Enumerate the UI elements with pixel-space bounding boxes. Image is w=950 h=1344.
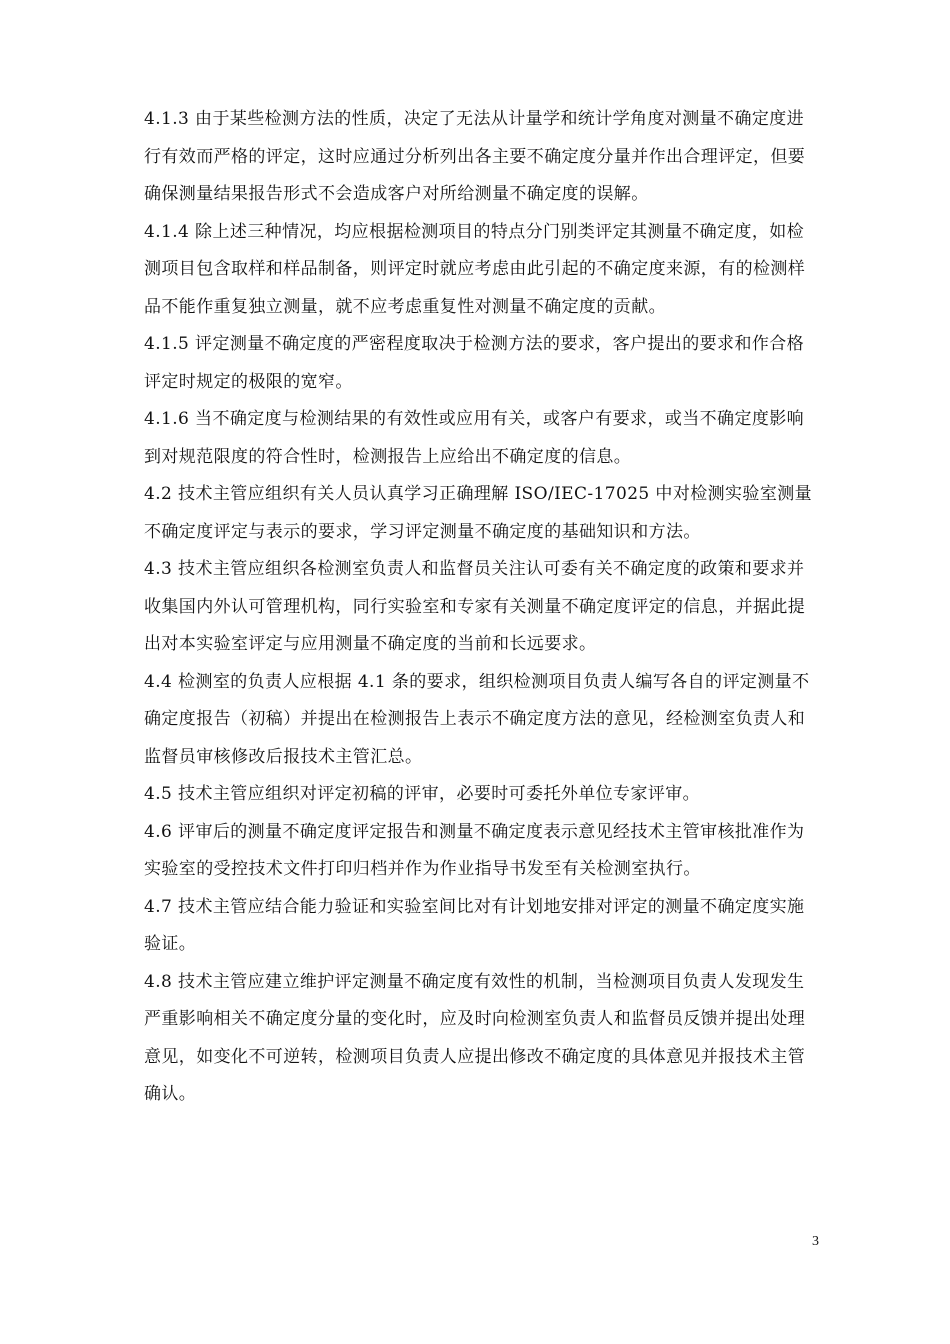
paragraph-4-3: 4.3 技术主管应组织各检测室负责人和监督员关注认可委有关不确定度的政策和要求并收集国内外认可管理机构，同行实验室和专家有关测量不确定度评定的信息，并据此提出对本实验室评定与应用测量不确定度的当前和长远要求。 [144, 559, 806, 654]
paragraph-4-2: 4.2 技术主管应组织有关人员认真学习正确理解 ISO/IEC-17025 中对检测实验室测量不确定度评定与表示的要求，学习评定测量不确定度的基础知识和方法。 [144, 484, 813, 542]
paragraph-4-7: 4.7 技术主管应结合能力验证和实验室间比对有计划地安排对评定的测量不确定度实施验证。 [144, 896, 805, 954]
paragraph-4-1-3: 4.1.3 由于某些检测方法的性质，决定了无法从计量学和统计学角度对测量不确定度进行有效而严格的评定，这时应通过分析列出各主要不确定度分量并作出合理评定，但要确保测量结果报告形式不会造成客户对所给测量不确定度的误解。 [144, 109, 806, 204]
page-number: 3 [812, 1234, 819, 1249]
paragraph-4-1-6: 4.1.6 当不确定度与检测结果的有效性或应用有关，或客户有要求，或当不确定度影响到对规范限度的符合性时，检测报告上应给出不确定度的信息。 [144, 409, 805, 467]
paragraph-4-1-5: 4.1.5 评定测量不确定度的严密程度取决于检测方法的要求，客户提出的要求和作合格评定时规定的极限的宽窄。 [144, 334, 805, 392]
paragraph-4-1-4: 4.1.4 除上述三种情况，均应根据检测项目的特点分门别类评定其测量不确定度，如检测项目包含取样和样品制备，则评定时就应考虑由此引起的不确定度来源，有的检测样品不能作重复独立测量，就不应考虑重复性对测量不确定度的贡献。 [144, 221, 806, 317]
document-body [144, 101, 819, 1114]
paragraph-4-6: 4.6 评审后的测量不确定度评定报告和测量不确定度表示意见经技术主管审核批准作为实验室的受控技术文件打印归档并作为作业指导书发至有关检测室执行。 [144, 821, 805, 879]
paragraph-4-8: 4.8 技术主管应建立维护评定测量不确定度有效性的机制，当检测项目负责人发现发生严重影响相关不确定度分量的变化时，应及时向检测室负责人和监督员反馈并提出处理意见，如变化不可逆转，检测项目负责人应提出修改不确定度的具体意见并报技术主管确认。 [144, 971, 806, 1104]
paragraph-4-5: 4.5 技术主管应组织对评定初稿的评审，必要时可委托外单位专家评审。 [144, 784, 701, 804]
paragraph-4-4: 4.4 检测室的负责人应根据 4.1 条的要求，组织检测项目负责人编写各自的评定测量不确定度报告（初稿）并提出在检测报告上表示不确定度方法的意见，经检测室负责人和监督员审核修改后报技术主管汇总。 [144, 671, 810, 767]
